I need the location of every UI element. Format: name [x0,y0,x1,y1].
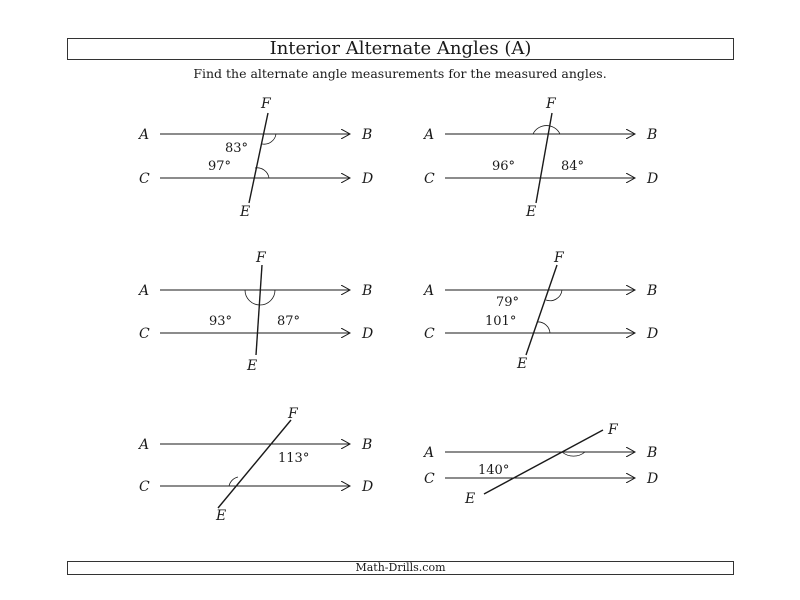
transversal-ef [484,430,603,494]
angle-measure: 93° [209,314,233,329]
label-e: E [526,204,537,220]
angle-measure: 97° [208,159,232,174]
angle-measure: 140° [478,463,510,478]
label-a: A [424,445,435,461]
angle-measure: 96° [492,159,516,174]
label-b: B [647,127,658,143]
angle-measure: 113° [278,451,310,466]
label-d: D [647,326,659,342]
transversal-ef [536,113,552,203]
angle-arc [537,322,550,333]
problem-2 [422,96,658,220]
label-b: B [362,437,373,453]
label-a: A [139,127,150,143]
transversal-ef [249,113,268,203]
label-e: E [465,491,476,507]
label-c: C [424,171,435,187]
angle-arc [262,134,276,144]
label-b: B [362,283,373,299]
label-b: B [362,127,373,143]
angle-arc [533,126,560,134]
label-c: C [424,471,435,487]
label-d: D [362,479,374,495]
label-b: B [647,283,658,299]
label-a: A [424,127,435,143]
label-a: A [139,437,150,453]
problem-1 [137,96,373,220]
angle-measure: 83° [225,141,249,156]
label-c: C [424,326,435,342]
label-c: C [139,171,150,187]
label-c: C [139,479,150,495]
angle-arc [562,452,585,456]
label-a: A [424,283,435,299]
label-e: E [247,358,258,374]
label-b: B [647,445,658,461]
label-f: F [546,96,556,112]
label-e: E [517,356,528,372]
angle-measure: 79° [496,295,520,310]
angle-arc [255,168,269,178]
label-d: D [362,171,374,187]
label-d: D [647,471,659,487]
transversal-ef [256,265,262,355]
worksheet-title: Interior Alternate Angles (A) [67,38,734,60]
transversal-ef [526,265,557,355]
instructions: Find the alternate angle measurements for the measured angles. [193,66,607,81]
label-f: F [608,422,618,438]
label-f: F [256,250,266,266]
label-d: D [362,326,374,342]
angle-measure: 84° [561,159,585,174]
label-f: F [261,96,271,112]
angle-measure: 87° [277,314,301,329]
label-e: E [240,204,251,220]
label-f: F [288,406,298,422]
problem-4 [422,250,658,372]
angle-measure: 101° [485,314,517,329]
problem-6 [422,422,658,507]
label-e: E [216,508,227,524]
problem-3 [137,250,373,374]
label-d: D [647,171,659,187]
label-f: F [554,250,564,266]
footer-site: Math-Drills.com [67,561,734,575]
label-c: C [139,326,150,342]
label-a: A [139,283,150,299]
problem-5 [137,406,373,524]
